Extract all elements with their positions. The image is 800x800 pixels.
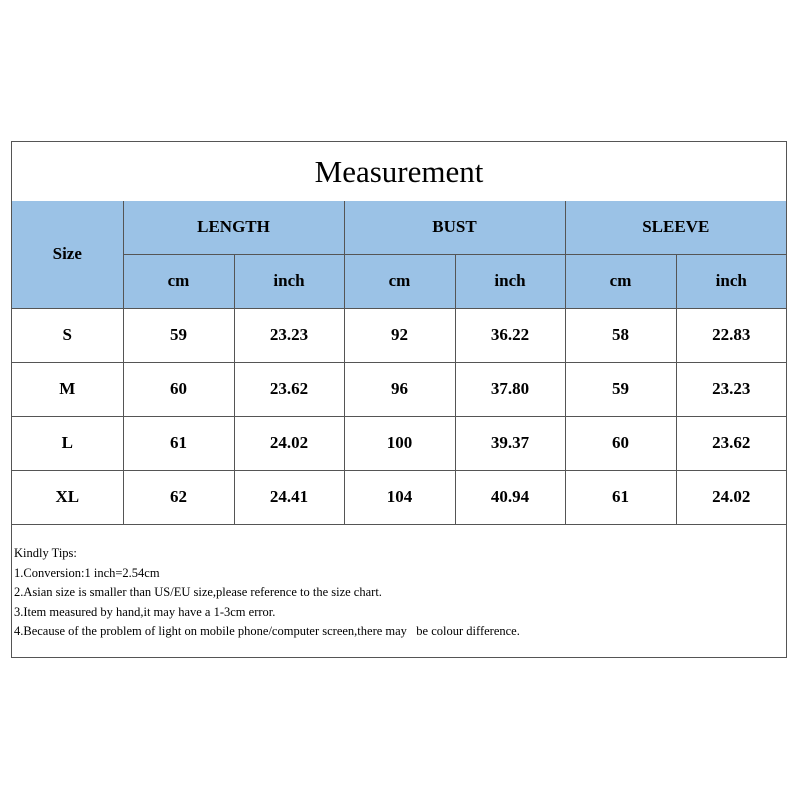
value-cell: 92	[344, 308, 455, 362]
value-cell: 23.23	[234, 308, 344, 362]
value-cell: 37.80	[455, 362, 565, 416]
value-cell: 60	[123, 362, 234, 416]
size-cell: XL	[12, 470, 123, 524]
value-cell: 59	[565, 362, 676, 416]
table-row	[12, 362, 786, 416]
value-cell: 23.23	[676, 362, 786, 416]
value-cell: 36.22	[455, 308, 565, 362]
table-row	[12, 470, 786, 524]
tip-item: 4.Because of the problem of light on mobile phone/computer screen,there may be colour difference.	[14, 624, 520, 638]
tip-item: 1.Conversion:1 inch=2.54cm	[14, 565, 160, 580]
value-cell: 24.02	[676, 470, 786, 524]
value-cell: 58	[565, 308, 676, 362]
unit-header: inch	[234, 254, 344, 308]
header-length: LENGTH	[123, 201, 344, 254]
value-cell: 40.94	[455, 470, 565, 524]
unit-header: cm	[123, 254, 234, 308]
unit-header: cm	[565, 254, 676, 308]
value-cell: 60	[565, 416, 676, 470]
header-size: Size	[12, 201, 123, 308]
value-cell: 100	[344, 416, 455, 470]
value-cell: 61	[565, 470, 676, 524]
unit-header: cm	[344, 254, 455, 308]
value-cell: 22.83	[676, 308, 786, 362]
chart-title: Measurement	[12, 142, 786, 202]
value-cell: 23.62	[676, 416, 786, 470]
value-cell: 39.37	[455, 416, 565, 470]
size-cell: M	[12, 362, 123, 416]
header-bust: BUST	[344, 201, 565, 254]
value-cell: 104	[344, 470, 455, 524]
table-row	[12, 308, 786, 362]
table-row	[12, 416, 786, 470]
value-cell: 23.62	[234, 362, 344, 416]
size-chart	[11, 141, 787, 658]
size-table	[12, 201, 786, 525]
unit-header: inch	[676, 254, 786, 308]
header-sleeve: SLEEVE	[565, 201, 786, 254]
kindly-tips	[14, 544, 520, 642]
size-cell: S	[12, 308, 123, 362]
value-cell: 62	[123, 470, 234, 524]
value-cell: 24.41	[234, 470, 344, 524]
value-cell: 61	[123, 416, 234, 470]
value-cell: 59	[123, 308, 234, 362]
value-cell: 96	[344, 362, 455, 416]
tip-item: 2.Asian size is smaller than US/EU size,please reference to the size chart.	[14, 585, 382, 599]
tip-item: 3.Item measured by hand,it may have a 1-3cm error.	[14, 604, 276, 619]
size-cell: L	[12, 416, 123, 470]
value-cell: 24.02	[234, 416, 344, 470]
unit-header: inch	[455, 254, 565, 308]
tips-heading: Kindly Tips:	[14, 546, 77, 560]
